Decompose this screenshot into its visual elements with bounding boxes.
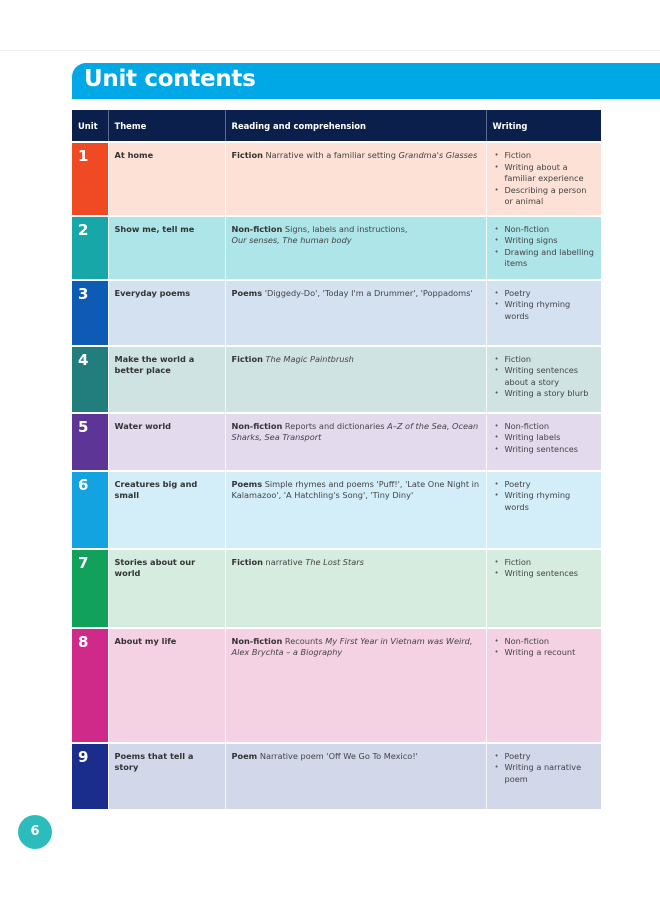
unit-number: 2 [72, 216, 108, 280]
writing-item: • Drawing and labelling items [493, 247, 596, 270]
reading-cell [225, 743, 486, 809]
writing-cell [486, 216, 601, 280]
writing-list [493, 224, 596, 270]
reading-cell [225, 471, 486, 549]
writing-item: • Non-fiction [493, 421, 596, 433]
writing-cell [486, 346, 601, 413]
writing-list [493, 150, 596, 208]
writing-item: • Writing sentences [493, 444, 596, 456]
writing-list [493, 421, 596, 456]
unit-contents-table [72, 110, 601, 809]
writing-cell [486, 413, 601, 471]
page-number-badge: 6 [18, 815, 52, 849]
writing-cell [486, 549, 601, 628]
writing-item: • Fiction [493, 557, 596, 569]
reading-title: The Magic Paintbrush [265, 353, 354, 364]
writing-item: • Writing sentences about a story [493, 365, 596, 388]
writing-list [493, 479, 596, 514]
writing-item: • Writing a narrative poem [493, 762, 596, 785]
writing-cell [486, 628, 601, 743]
reading-cell [225, 628, 486, 743]
genre-label: Non-fiction [231, 223, 283, 234]
writing-item: • Writing signs [493, 235, 596, 247]
theme-cell: Poems that tell a story [108, 743, 225, 809]
reading-title: Our senses, The human body [231, 235, 352, 245]
unit-number: 3 [72, 280, 108, 346]
header-theme: Theme [108, 110, 225, 142]
reading-title: Grandma's Glasses [398, 150, 478, 160]
table-row [72, 549, 601, 628]
theme-cell: Water world [108, 413, 225, 471]
reading-text: Simple rhymes and poems 'Puff!', 'Late One Night in Kalamazoo', 'A Hatchling's Song', 'Tiny Diny' [231, 478, 480, 500]
reading-cell [225, 142, 486, 216]
writing-cell [486, 743, 601, 809]
writing-item: • Fiction [493, 150, 596, 162]
table-row [72, 413, 601, 471]
reading-cell [225, 549, 486, 628]
writing-item: • Poetry [493, 288, 596, 300]
writing-cell [486, 142, 601, 216]
table-row [72, 471, 601, 549]
writing-item: • Writing a story blurb [493, 388, 596, 400]
writing-item: • Writing a recount [493, 647, 596, 659]
reading-cell [225, 216, 486, 280]
genre-label: Non-fiction [231, 420, 283, 431]
theme-cell: Stories about our world [108, 549, 225, 628]
table-row [72, 216, 601, 280]
genre-label: Fiction [231, 353, 263, 364]
theme-cell: Make the world a better place [108, 346, 225, 413]
reading-text: Signs, labels and instructions, [282, 223, 408, 234]
reading-cell [225, 346, 486, 413]
writing-list [493, 751, 596, 786]
table-body [72, 142, 601, 809]
genre-label: Fiction [231, 150, 263, 160]
writing-item: • Poetry [493, 479, 596, 491]
writing-item: • Non-fiction [493, 224, 596, 236]
writing-item: • Non-fiction [493, 636, 596, 648]
unit-number: 5 [72, 413, 108, 471]
writing-list [493, 288, 596, 323]
table-row [72, 743, 601, 809]
reading-text: Narrative poem 'Off We Go To Mexico!' [257, 750, 418, 761]
top-divider [0, 50, 660, 51]
reading-text: Reports and dictionaries [282, 420, 388, 431]
unit-number: 4 [72, 346, 108, 413]
genre-label: Fiction [231, 556, 263, 567]
theme-cell: About my life [108, 628, 225, 743]
unit-number: 7 [72, 549, 108, 628]
reading-title: A–Z of the Sea, Ocean Sharks, Sea Transport [231, 420, 479, 442]
theme-cell: Everyday poems [108, 280, 225, 346]
writing-item: • Writing rhyming words [493, 299, 596, 322]
theme-cell: Show me, tell me [108, 216, 225, 280]
reading-title: My First Year in Vietnam was Weird, Alex Brychta – a Biography [231, 635, 473, 657]
writing-item: • Writing labels [493, 432, 596, 444]
genre-label: Poems [231, 287, 263, 298]
writing-item: • Writing sentences [493, 568, 596, 580]
writing-item: • Fiction [493, 354, 596, 366]
unit-number: 6 [72, 471, 108, 549]
reading-title: The Lost Stars [305, 556, 364, 567]
writing-item: • Poetry [493, 751, 596, 763]
theme-cell: Creatures big and small [108, 471, 225, 549]
header-writing: Writing [486, 110, 601, 142]
table-row [72, 628, 601, 743]
reading-text: Recounts [282, 635, 326, 646]
writing-item: • Writing about a familiar experience [493, 162, 596, 185]
writing-list [493, 354, 596, 400]
reading-text: 'Diggedy-Do', 'Today I'm a Drummer', 'Poppadoms' [262, 287, 473, 298]
reading-text: narrative [262, 556, 306, 567]
genre-label: Poem [231, 750, 258, 761]
theme-cell: At home [108, 142, 225, 216]
table-row [72, 142, 601, 216]
reading-text: Narrative with a familiar setting [262, 150, 399, 160]
table-header-row [72, 110, 601, 142]
reading-cell [225, 413, 486, 471]
unit-number: 8 [72, 628, 108, 743]
table-row [72, 280, 601, 346]
writing-item: • Writing rhyming words [493, 490, 596, 513]
writing-item: • Describing a person or animal [493, 185, 596, 208]
table-row [72, 346, 601, 413]
page-title: Unit contents [84, 66, 256, 92]
unit-number: 9 [72, 743, 108, 809]
writing-cell [486, 471, 601, 549]
writing-list [493, 636, 596, 659]
genre-label: Non-fiction [231, 635, 283, 646]
genre-label: Poems [231, 478, 263, 489]
header-unit: Unit [72, 110, 108, 142]
writing-list [493, 557, 596, 580]
writing-cell [486, 280, 601, 346]
header-reading: Reading and comprehension [225, 110, 486, 142]
title-bar [72, 63, 660, 99]
unit-number: 1 [72, 142, 108, 216]
reading-cell [225, 280, 486, 346]
